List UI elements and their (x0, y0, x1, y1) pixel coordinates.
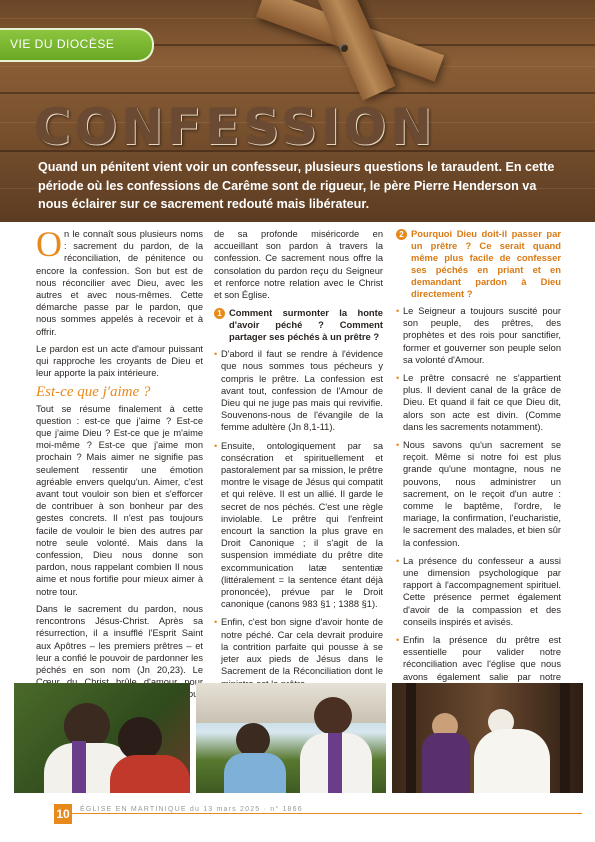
cross-nail (340, 44, 348, 52)
person-head (314, 697, 352, 735)
confessional-post (406, 683, 416, 793)
section-tab[interactable] (0, 28, 154, 62)
answer-item: • Enfin la présence du prêtre est essentielle pour valider notre réconciliation avec l'église que nous avons également salie par notre (396, 634, 561, 695)
section-label: VIE DU DIOCÈSE (10, 37, 115, 51)
photo-confession-outdoor (14, 683, 190, 793)
answer-item: • Enfin, c'est bon signe d'avoir honte de notre péché. Car cela devrait produire la contrition parfaite qui pousse à se jeter aux pieds de Jésus dans le Sacrement de la Réconciliation dont le (214, 616, 383, 689)
purple-stole (328, 733, 342, 793)
paragraph: de sa profonde miséricorde en accueillant son pardon à travers la confession. Ce sacrement nous offre la consolation du pardon reçu du Seigneur et renforce notre relation avec le Christ et son Église. (214, 229, 383, 301)
answer-item: • Nous savons qu'un sacrement se reçoit. Même si notre foi est plus grande qu'une montagne, nous ne pouvons, nous administrer un sacrement, on le reçoit d'un autre : comme le baptême, l'ordre, le mariage, la confirmation, l'eucharistie, le sacrement des malades, et bien sûr la confession. (396, 439, 561, 549)
footer-rule (72, 813, 582, 814)
person-shirt (224, 753, 286, 793)
page-number: 10 (54, 804, 72, 824)
question-1 (214, 307, 383, 343)
footer-publication: ÉGLISE EN MARTINIQUE du 13 mars 2025 · n° 1866 (80, 806, 303, 813)
answer-item: • La présence du confesseur a aussi une dimension psychologique par rapport à l'accompagnement spirituel. Cette présence permet également d'avoir de la compassion et des conseils inspirés et avisés. (396, 555, 561, 628)
subheading: Est-ce que j'aime ? (36, 384, 151, 401)
question-2 (396, 228, 561, 300)
article-column-1 (36, 224, 203, 718)
question-number-badge: 2 (396, 229, 407, 240)
answer-item: • Ensuite, ontologiquement par sa consécration et spirituellement et pastoralement par sa mission, le prêtre montre le visage de Jésus qui compatit et qui relève. Il est un allié. Il garde le secret de nos péchés. C'est une règle inviolable. Le prêtre qui l'enfreint encourt la sanction la plus grave en Droit Canonique ; il s'agit de la suspension immédiate du prêtre dite excommunication latæ sententiæ (littéralement = la sentence étant déjà prononcée), prévue par le Droit canonique (canons 983 §1 ; 1388 §1). (214, 440, 383, 611)
intro-paragraph (36, 224, 203, 338)
wood-plank-line (0, 92, 595, 94)
drop-cap: O (36, 224, 62, 264)
purple-stole (72, 741, 86, 793)
question-text: Comment surmonter la honte d'avoir péché ? Comment partager ses péchés à un prêtre ? (229, 307, 383, 343)
question-number-badge: 1 (214, 308, 225, 319)
header-banner (0, 0, 595, 222)
confessional-post (560, 683, 570, 793)
person-shirt (110, 755, 190, 793)
answer-list (396, 305, 561, 695)
paragraph: Dans le sacrement du pardon, nous rencontrons Jésus-Christ. Après sa résurrection, il a insufflé l'Esprit Saint aux Apôtres – les premiers prêtres – et leur a confié le pouvoir de pardonner les péchés en son nom (Jn 20,23). Le pour nous (36, 603, 203, 700)
purple-vestment (422, 733, 470, 793)
wood-grain (0, 66, 595, 67)
answer-item: • D'abord il faut se rendre à l'évidence que nous sommes tous pécheurs y compris le prêtre. La confession est avant tout, confession de l'Amour de Dieu qui ne juge pas mais qui revivifie. Souvenons-nous de l'évangile de la femme adultère (Jn 8,1-11). (214, 348, 383, 433)
answer-list (214, 348, 383, 689)
answer-item: • Le prêtre consacré ne s'appartient plus. Il devient canal de la grâce de Dieu. Et quand il fait ce que Dieu dit, alors son acte est divin. (Comme dans les sacrements notamment). (396, 372, 561, 433)
article-lede: Quand un pénitent vient voir un confesseur, plusieurs questions le taraudent. En cette période où les confessions de Carême sont de rigueur, le père Pierre Henderson va nous éclairer sur ce sacrement redouté mais libérateur. (38, 160, 555, 212)
article-column-3 (396, 228, 561, 701)
intro-text: n le connaît sous plusieurs noms : sacrement du pardon, de la réconciliation, de pénitence ou encore la confession. Son but est de nous réconcilier avec Dieu, avec les autres et avec nous-mêmes. Cette démarche passe par le pardon, que nous sommes appelés à recevoir et à offrir. (36, 229, 203, 337)
person-head (236, 723, 270, 757)
photo-confession-bench (196, 683, 386, 793)
paragraph: Le pardon est un acte d'amour puissant qui rapproche les croyants de Dieu et leur apporte la paix intérieure. (36, 343, 203, 379)
building-wall (196, 683, 386, 723)
article-column-2 (214, 228, 383, 696)
question-text: Pourquoi Dieu doit-il passer par un prêtre ? Ce serait quand même plus facile de confesser ses péchés en priant et en demandant pardon à Dieu directement ? (411, 228, 561, 299)
photo-confession-church (392, 683, 583, 793)
page-title: CONFESSION (34, 98, 437, 156)
answer-item: • Le Seigneur a toujours suscité pour son peuple, des prêtres, des prophètes et des rois pour sanctifier, former et gouverner son peuple selon sa volonté d'Amour. (396, 305, 561, 366)
paragraph: Tout se résume finalement à cette question : est-ce que j'aime ? Est-ce que j'aime Dieu ? Est-ce que je m'aime moi-même ? Est-ce que j'aime mon prochain ? Mais aimer ne signifie pas seulement ressentir une émotion agréable envers quelqu'un. Aimer, c'est avant tout vouloir son bien et s'efforcer de contribuer à son bonheur par des gestes concrets. Il n'est pas toujours facile de vouloir le bien des autres par notre seule volonté. Mais dans la confession, Dieu nous donne son pardon, nous rappelant combien Il nous aime et nous fortifie pour mieux aimer à notre tour. (36, 403, 203, 597)
white-cassock (474, 729, 550, 793)
